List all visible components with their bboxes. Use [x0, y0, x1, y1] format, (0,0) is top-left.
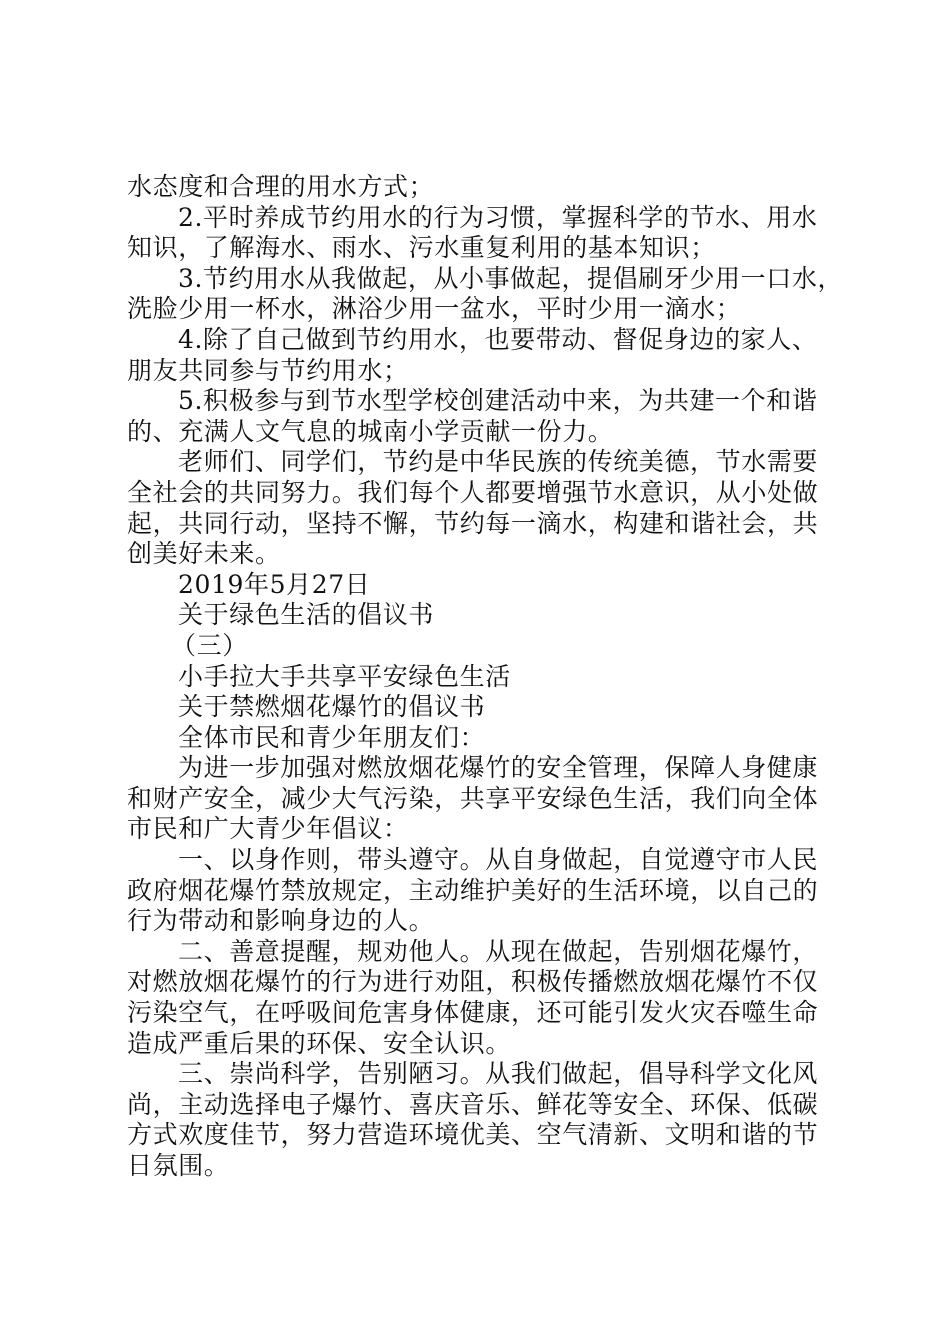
text-line: 日氛围。 — [127, 1151, 230, 1180]
text-line: 市民和广大青少年倡议： — [127, 814, 409, 844]
section-number: （三） — [171, 630, 248, 660]
text-line: 和财产安全，减少大气污染，共享平安绿色生活，我们向全体 — [127, 783, 819, 813]
text-line: 老师们、同学们，节约是中华民族的传统美德，节水需要 — [178, 447, 819, 477]
text-line: 方式欢度佳节，努力营造环境优美、空气清新、文明和谐的节 — [127, 1120, 819, 1150]
text-line: 3.节约用水从我做起，从小事做起，提倡刷牙少用一口水， — [178, 263, 844, 293]
text-line: 尚，主动选择电子爆竹、喜庆音乐、鲜花等安全、环保、低碳 — [127, 1089, 819, 1119]
text-line: 造成严重后果的环保、安全认识。 — [127, 1028, 512, 1058]
text-line: 创美好未来。 — [127, 539, 281, 569]
text-line: 污染空气，在呼吸间危害身体健康，还可能引发火灾吞噬生命 — [127, 998, 819, 1028]
text-line: 全社会的共同努力。我们每个人都要增强节水意识，从小处做 — [127, 477, 819, 507]
text-line: 政府烟花爆竹禁放规定，主动维护美好的生活环境，以自己的 — [127, 875, 819, 905]
text-line: 为进一步加强对燃放烟花爆竹的安全管理，保障人身健康 — [178, 753, 819, 783]
heading-line: 关于绿色生活的倡议书 — [178, 600, 435, 630]
heading-line: 关于禁燃烟花爆竹的倡议书 — [178, 692, 486, 722]
text-line: 行为带动和影响身边的人。 — [127, 906, 435, 936]
document-body — [127, 172, 844, 1182]
text-line: 三、崇尚科学，告别陋习。从我们做起，倡导科学文化风 — [178, 1059, 819, 1089]
text-line: 的、充满人文气息的城南小学贡献一份力。 — [127, 416, 614, 446]
text-line: 4.除了自己做到节约用水，也要带动、督促身边的家人、 — [178, 324, 818, 354]
date-line: 2019年5月27日 — [178, 569, 371, 599]
text-line: 二、善意提醒，规劝他人。从现在做起，告别烟花爆竹， — [178, 936, 819, 966]
salutation-line: 全体市民和青少年朋友们： — [178, 722, 486, 752]
text-line: 知识，了解海水、雨水、污水重复利用的基本知识； — [127, 233, 716, 263]
heading-line: 小手拉大手共享平安绿色生活 — [178, 661, 511, 691]
text-line: 对燃放烟花爆竹的行为进行劝阻，积极传播燃放烟花爆竹不仅 — [127, 967, 819, 997]
text-line: 起，共同行动，坚持不懈，节约每一滴水，构建和谐社会，共 — [127, 508, 819, 538]
text-line: 2.平时养成节约用水的行为习惯，掌握科学的节水、用水 — [178, 202, 818, 232]
text-line: 水态度和合理的用水方式； — [127, 172, 435, 201]
text-line: 5.积极参与到节水型学校创建活动中来，为共建一个和谐 — [178, 386, 818, 416]
text-line: 一、以身作则，带头遵守。从自身做起，自觉遵守市人民 — [178, 845, 819, 875]
text-line: 洗脸少用一杯水，淋浴少用一盆水，平时少用一滴水； — [127, 294, 742, 324]
text-line: 朋友共同参与节约用水； — [127, 355, 409, 385]
